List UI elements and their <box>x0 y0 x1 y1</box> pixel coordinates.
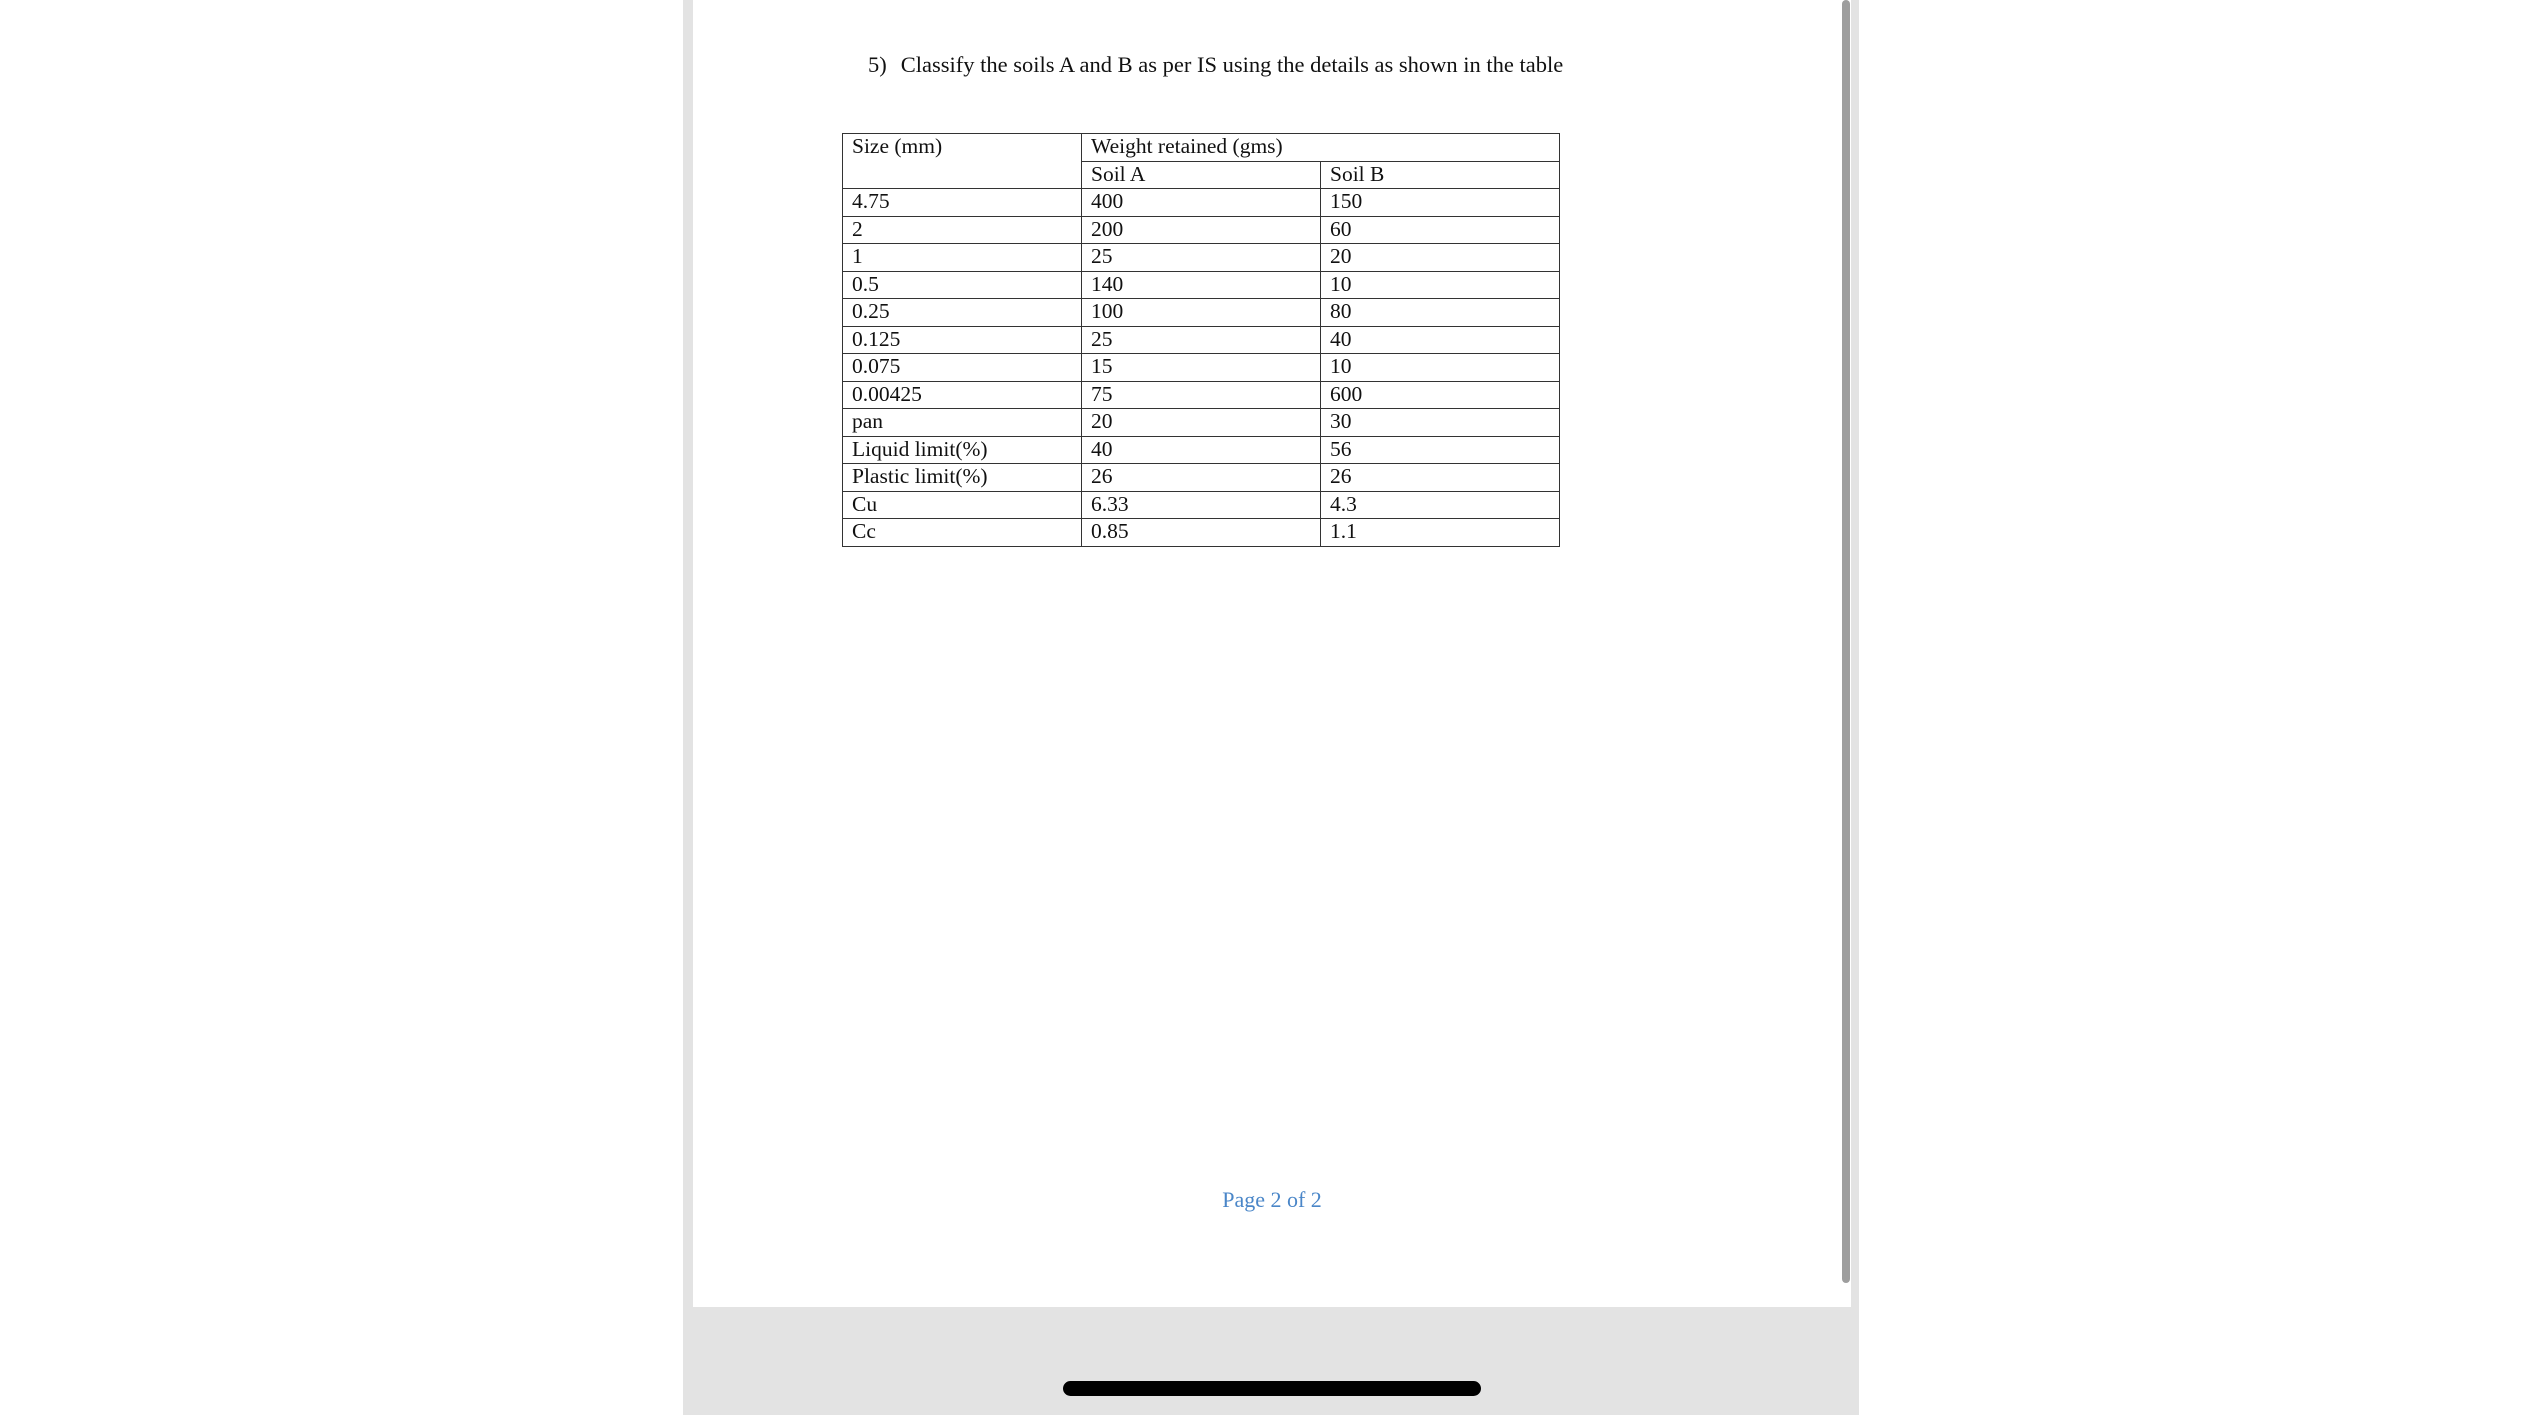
weight-header: Weight retained (gms) <box>1082 134 1560 162</box>
soil-a-cell: 26 <box>1082 464 1321 492</box>
soil-b-header: Soil B <box>1321 161 1560 189</box>
size-header: Size (mm) <box>843 134 1082 189</box>
soil-b-cell: 1.1 <box>1321 519 1560 547</box>
table-row <box>843 299 1560 327</box>
table-row <box>843 189 1560 217</box>
size-cell: 1 <box>843 244 1082 272</box>
table-header-row <box>843 134 1560 162</box>
soil-b-cell: 80 <box>1321 299 1560 327</box>
soil-a-cell: 15 <box>1082 354 1321 382</box>
table-row <box>843 326 1560 354</box>
soil-a-cell: 200 <box>1082 216 1321 244</box>
soil-a-cell: 40 <box>1082 436 1321 464</box>
question-body: Classify the soils A and B as per IS using the details as shown in the table <box>900 52 1564 77</box>
size-cell: 4.75 <box>843 189 1082 217</box>
soil-b-cell: 56 <box>1321 436 1560 464</box>
size-cell: Cc <box>843 519 1082 547</box>
size-cell: 0.00425 <box>843 381 1082 409</box>
soil-b-cell: 10 <box>1321 354 1560 382</box>
size-cell: Cu <box>843 491 1082 519</box>
soil-a-header: Soil A <box>1082 161 1321 189</box>
size-cell: 0.125 <box>843 326 1082 354</box>
question-number: 5) <box>868 52 887 77</box>
table-row <box>843 381 1560 409</box>
soil-b-cell: 60 <box>1321 216 1560 244</box>
document-page <box>693 0 1851 1307</box>
size-cell: Liquid limit(%) <box>843 436 1082 464</box>
soil-b-cell: 20 <box>1321 244 1560 272</box>
size-cell: pan <box>843 409 1082 437</box>
soil-b-cell: 600 <box>1321 381 1560 409</box>
soil-a-cell: 0.85 <box>1082 519 1321 547</box>
soil-a-cell: 75 <box>1082 381 1321 409</box>
soil-a-cell: 6.33 <box>1082 491 1321 519</box>
page-number-footer: Page 2 of 2 <box>1222 1187 1322 1212</box>
soil-a-cell: 25 <box>1082 244 1321 272</box>
home-indicator[interactable] <box>1063 1381 1481 1396</box>
soil-b-cell: 10 <box>1321 271 1560 299</box>
soil-a-cell: 400 <box>1082 189 1321 217</box>
document-viewer <box>683 0 1859 1415</box>
table-row <box>843 491 1560 519</box>
soil-b-cell: 4.3 <box>1321 491 1560 519</box>
soil-a-cell: 100 <box>1082 299 1321 327</box>
table-row <box>843 216 1560 244</box>
soil-a-cell: 25 <box>1082 326 1321 354</box>
soil-b-cell: 40 <box>1321 326 1560 354</box>
soil-b-cell: 30 <box>1321 409 1560 437</box>
soil-b-cell: 150 <box>1321 189 1560 217</box>
sieve-analysis-table <box>842 133 1560 547</box>
table-row <box>843 409 1560 437</box>
table-row <box>843 464 1560 492</box>
size-cell: 0.25 <box>843 299 1082 327</box>
table-row <box>843 354 1560 382</box>
size-cell: 2 <box>843 216 1082 244</box>
soil-a-cell: 140 <box>1082 271 1321 299</box>
question-text <box>868 52 1563 78</box>
table-row <box>843 271 1560 299</box>
table-row <box>843 436 1560 464</box>
soil-a-cell: 20 <box>1082 409 1321 437</box>
size-cell: 0.5 <box>843 271 1082 299</box>
table-row <box>843 244 1560 272</box>
size-cell: 0.075 <box>843 354 1082 382</box>
table-row <box>843 519 1560 547</box>
soil-b-cell: 26 <box>1321 464 1560 492</box>
vertical-scrollbar[interactable] <box>1842 0 1850 1283</box>
size-cell: Plastic limit(%) <box>843 464 1082 492</box>
